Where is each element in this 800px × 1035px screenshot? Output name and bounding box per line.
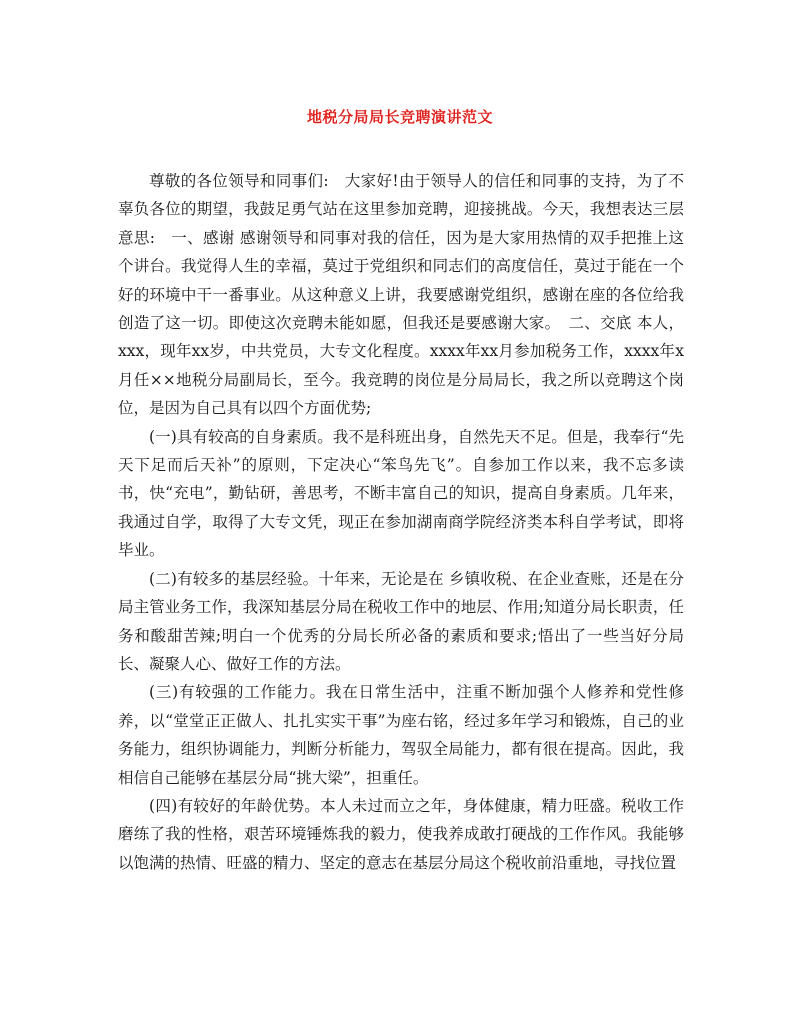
paragraph-advantage-4: (四)有较好的年龄优势。本人未过而立之年，身体健康，精力旺盛。税收工作磨练了我的性格，艰苦环境锤炼我的毅力，使我养成敢打硬战的工作作风。我能够以饱满的热情、旺盛的精力、坚定的意志在基层分局这个税收前沿重地，寻找位置 (118, 796, 684, 872)
paragraph-advantage-1: (一)具有较高的自身素质。我不是科班出身，自然先天不足。但是，我奉行“先天下足而后天补”的原则，下定决心“笨鸟先飞”。自参加工作以来，我不忘多读书，快“充电”，勤钻研，善思考，不断丰富自己的知识，提高自身素质。几年来，我通过自学，取得了大专文凭，现正在参加湖南商学院经济类本科自学考试，即将毕业。 (118, 427, 684, 560)
paragraph-intro: 尊敬的各位领导和同事们: 大家好!由于领导人的信任和同事的支持，为了不辜负各位的期望，我鼓足勇气站在这里参加竞聘，迎接挑战。今天，我想表达三层意思: 一、感谢 感谢领导和同事对我的信任，因为是大家用热情的双手把推上这个讲台。我觉得人生的幸福，莫过于党组织和同志们的高度信任，莫过于能在一个好的环境中干一番事业。从这种意义上讲，我要感谢党组织，感谢在座的各位给我创造了这一切。即使这次竞聘未能如愿，但我还是要感谢大家。 二、交底 本人，xxx，现年xx岁，中共党员，大专文化程度。xxxx年xx月参加税务工作，xxxx年x月任××地税分局副局长，至今。我竞聘的岗位是分局局长，我之所以竞聘这个岗位，是因为自己具有以四个方面优势; (118, 172, 684, 418)
document-title: 地税分局局长竞聘演讲范文 (306, 108, 493, 126)
document-body (118, 167, 684, 877)
paragraph-advantage-3: (三)有较强的工作能力。我在日常生活中，注重不断加强个人修养和党性修养，以“堂堂正正做人、扎扎实实干事”为座右铭，经过多年学习和锻炼，自己的业务能力，组织协调能力，判断分析能力，驾驭全局能力，都有很在提高。因此，我相信自己能够在基层分局“挑大梁”，担重任。 (118, 683, 684, 787)
paragraph-advantage-2: (二)有较多的基层经验。十年来，无论是在 乡镇收税、在企业查账，还是在分局主管业务工作，我深知基层分局在税收工作中的地层、作用;知道分局长职责，任务和酸甜苦辣;明白一个优秀的分局长所必备的素质和要求;悟出了一些当好分局长、凝聚人心、做好工作的方法。 (118, 569, 684, 673)
